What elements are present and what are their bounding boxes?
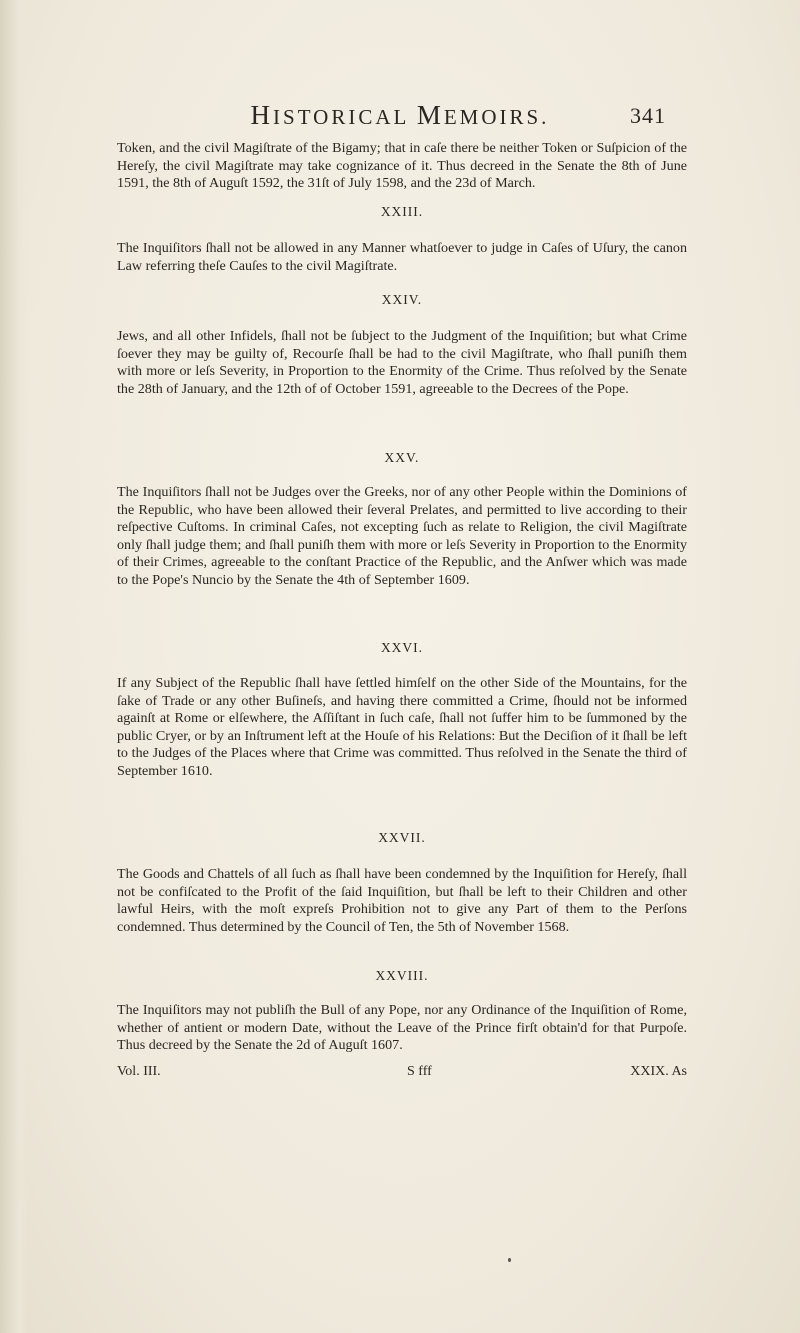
paragraph-xxiii: The Inquiſitors ſhall not be allowed in any Manner whatſoever to judge in Caſes of Uſury, the canon Law referring theſe Cauſes to the civil Magiſtrate. [117, 240, 687, 274]
section-heading-xxviii: XXVIII. [375, 968, 429, 983]
section-heading-xxv: XXV. [384, 450, 420, 465]
header-initial-h: H [250, 100, 274, 130]
page-binding-shadow [0, 0, 28, 1333]
ink-speck [508, 1258, 511, 1262]
page-footer [117, 1064, 687, 1084]
section-heading-xxiii: XXIII. [380, 204, 424, 219]
section-heading-xxiv: XXIV. [381, 292, 423, 307]
volume-label: Vol. III. [117, 1064, 161, 1079]
running-header [180, 100, 620, 131]
paragraph-xxvi: If any Subject of the Republic ſhall have ſettled himſelf on the other Side of the Mountains, for the ſake of Trade or any other Buſineſs, and having there committed a Crime, ſhould not be informed againſt at Rome or elſewhere, the Aſſiſtant in ſuch caſe, ſhall not ſuffer him to be ſummoned by the public Cryer, or by an Inſtrument left at the Houſe of his Relations: But the Deciſion of it ſhall be left to the Judges of the Places where that Crime was committed. Thus reſolved in the Senate the third of September 1610. [117, 675, 687, 779]
paragraph-xxiv: Jews, and all other Infidels, ſhall not be ſubject to the Judgment of the Inquiſition; but what Crime ſoever they may be guilty of, Recourſe ſhall be had to the civil Magiſtrate, who ſhall puniſh them with more or leſs Severity, in Proportion to the Enormity of the Crime. Thus reſolved by the Senate the 28th of January, and the 12th of of October 1591, agreeable to the Decrees of the Pope. [117, 328, 687, 397]
paragraph-xxv: The Inquiſitors ſhall not be Judges over the Greeks, nor of any other People within the Dominions of the Republic, who have been allowed their ſeveral Prelates, and permitted to live according to their reſpective Cuſtoms. In criminal Caſes, not excepting ſuch as relate to Religion, the civil Magiſtrate only ſhall judge them; and ſhall puniſh them with more or leſs Severity in Proportion to the Enormity of their Crimes, agreeable to the conſtant Practice of the Republic, and the Anſwer which was made to the Pope's Nuncio by the Senate the 4th of September 1609. [117, 484, 687, 588]
paragraph-xxvii: The Goods and Chattels of all ſuch as ſhall have been condemned by the Inquiſition for Hereſy, ſhall not be confiſcated to the Profit of the ſaid Inquiſition, but ſhall be left to their Children and other lawful Heirs, with the moſt expreſs Prohibition not to give any Part of them to the Perſons condemned. Thus determined by the Council of Ten, the 5th of November 1568. [117, 866, 687, 935]
section-xxvi [117, 675, 687, 781]
section-heading-xxvii: XXVII. [378, 830, 426, 845]
section-xxiv [117, 328, 687, 398]
header-initial-m: M [416, 100, 444, 130]
section-heading-xxvi: XXVI. [380, 640, 424, 655]
section-xxv [117, 484, 687, 590]
section-xxvii [117, 866, 687, 936]
page-number: 341 [630, 103, 666, 128]
paragraph-xxviii: The Inquiſitors may not publiſh the Bull of any Pope, nor any Ordinance of the Inquiſition of Rome, whether of antient or modern Date, without the Leave of the Prince firſt obtain'd for that Purpoſe. Thus decreed by the Senate the 2d of Auguſt 1607. [117, 1002, 687, 1054]
section-xxviii [117, 1002, 687, 1055]
signature-mark: S fff [407, 1064, 432, 1079]
header-word-emoirs: EMOIRS. [443, 105, 550, 129]
section-continuation [117, 140, 687, 193]
paragraph-continuation: Token, and the civil Magiſtrate of the Bigamy; that in caſe there be neither Token or Suſpicion of the Hereſy, the civil Magiſtrate may take cognizance of it. Thus decreed in the Senate the 8th of June 1591, the 8th of Auguſt 1592, the 31ſt of July 1598, and the 23d of March. [117, 140, 687, 192]
catchword: XXIX. As [630, 1064, 687, 1079]
section-xxiii [117, 240, 687, 275]
header-word-istorical: ISTORICAL [273, 105, 409, 129]
